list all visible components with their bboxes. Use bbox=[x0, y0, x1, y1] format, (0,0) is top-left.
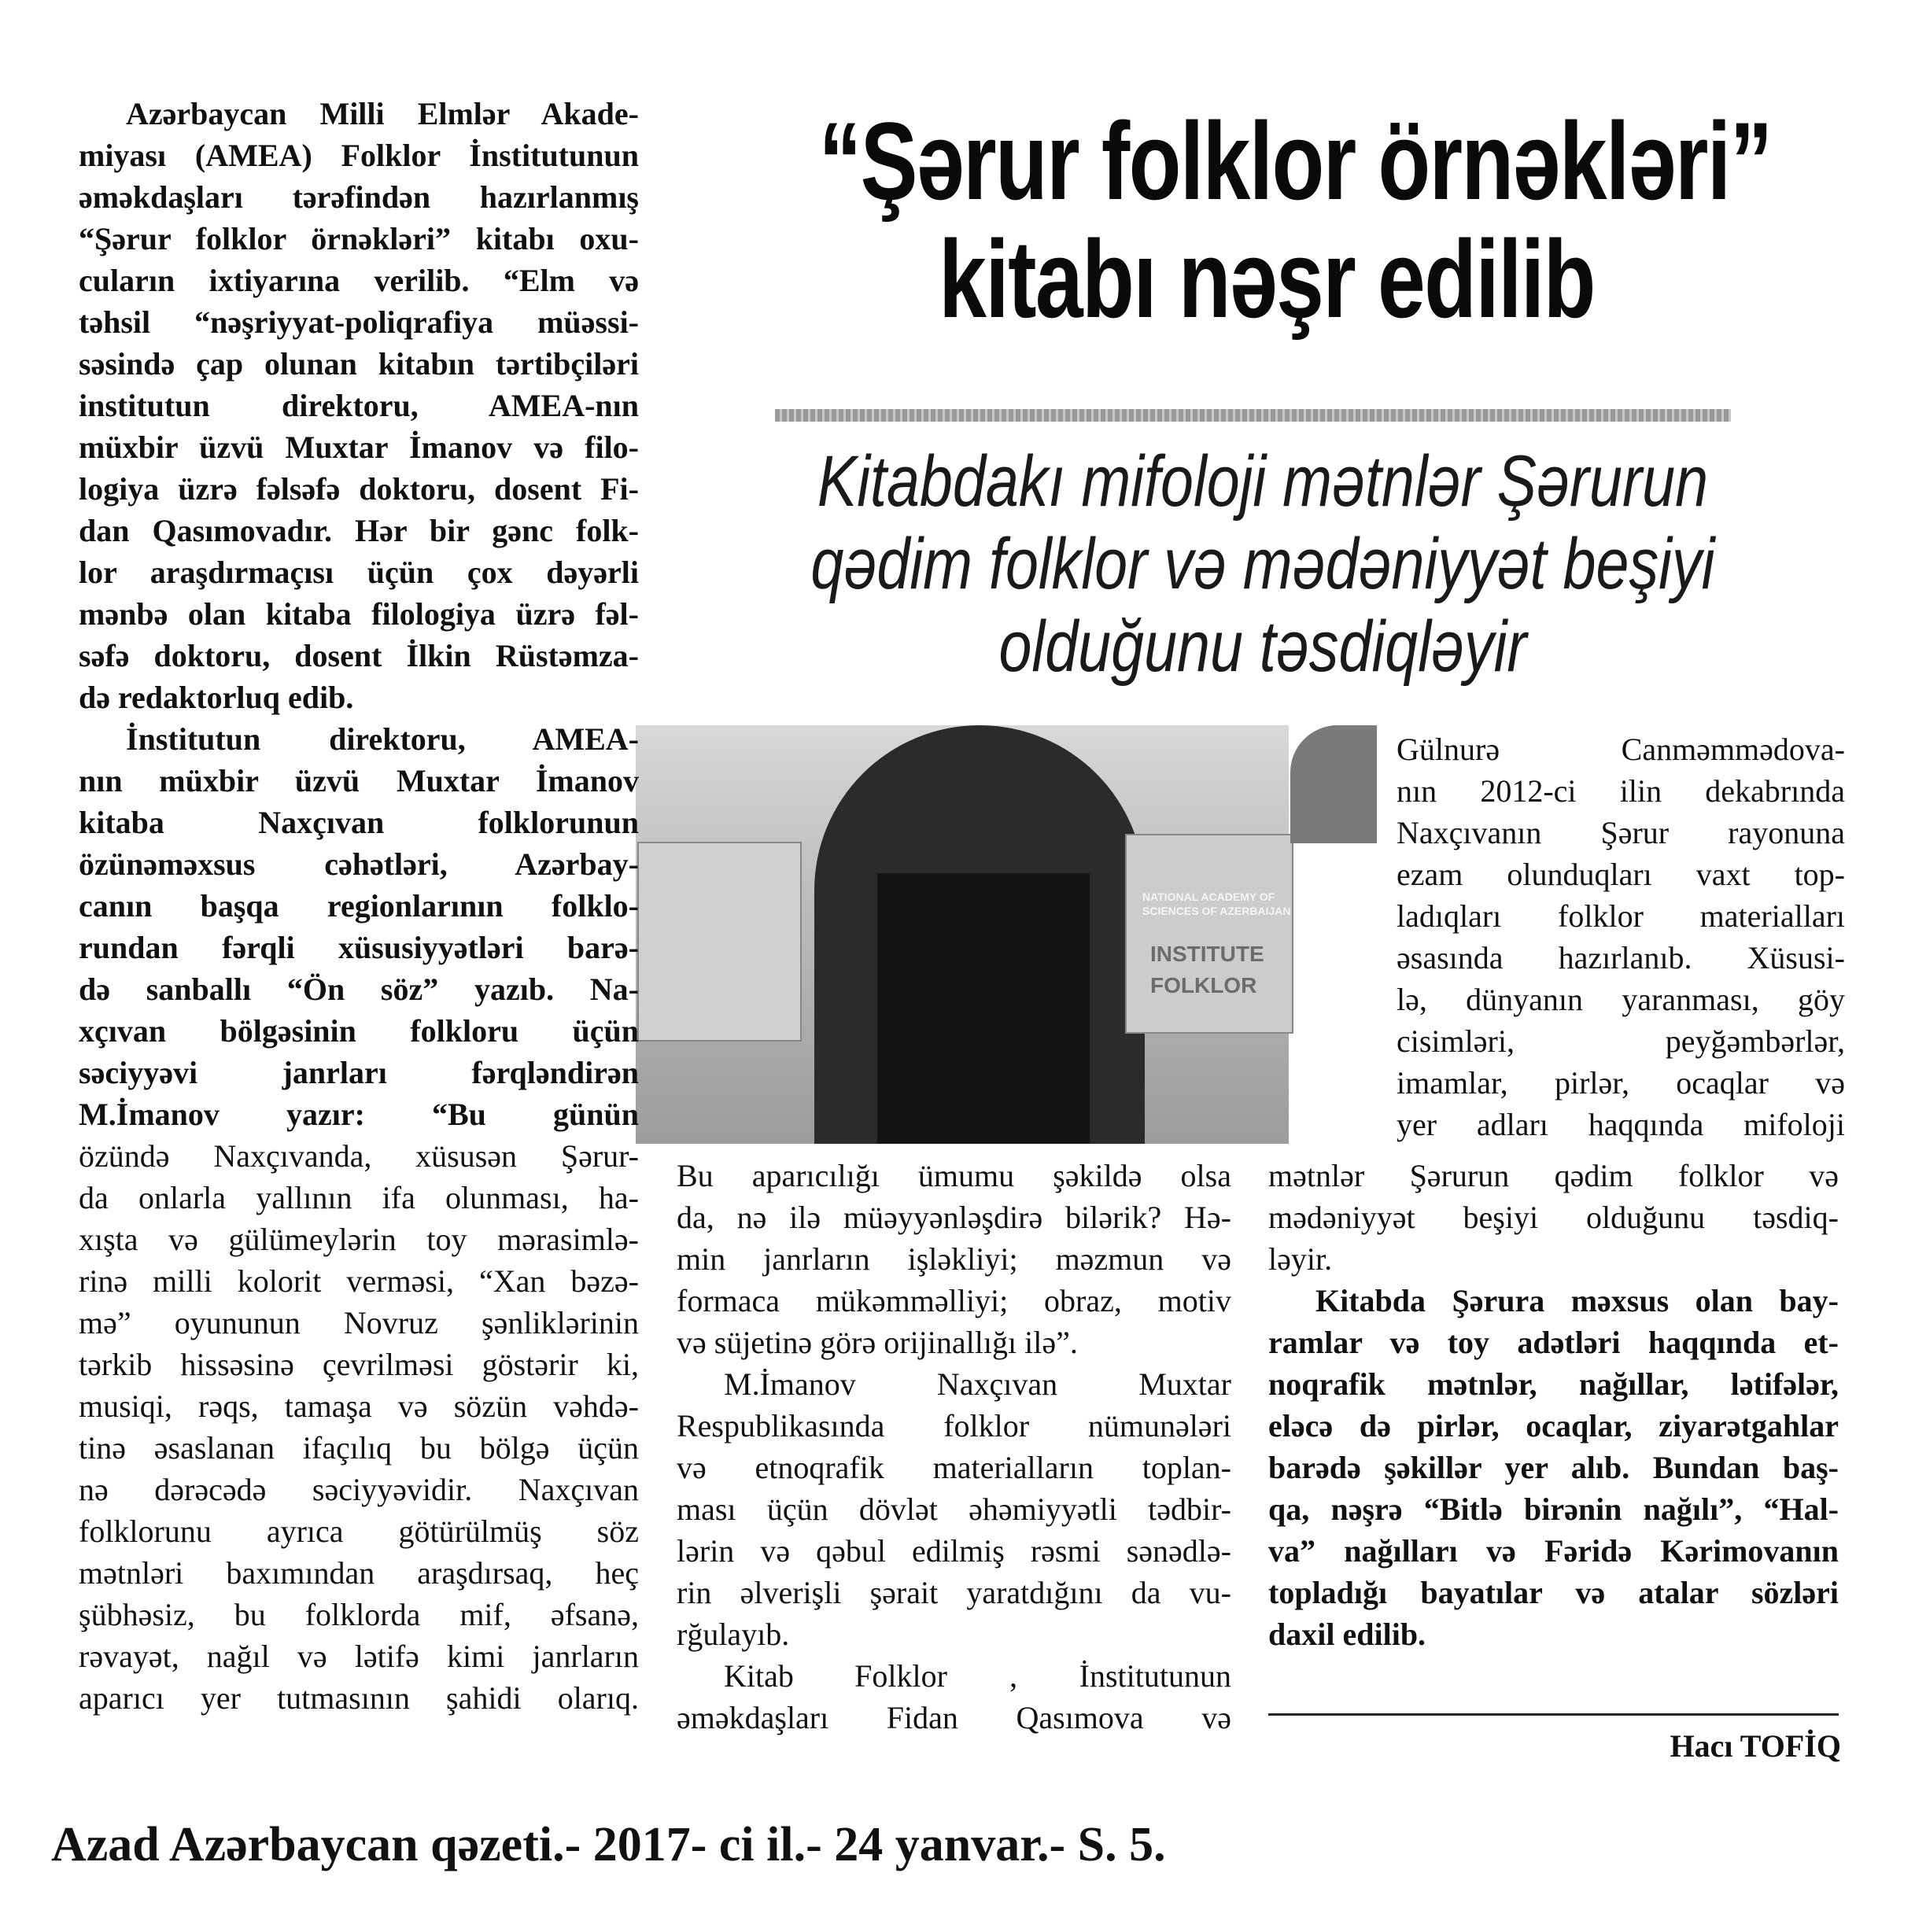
col2-p1-line: formaca mükəmməlliyi; obraz, motiv bbox=[677, 1283, 1231, 1318]
col1-p1-line: də redaktorluq edib. bbox=[79, 680, 354, 715]
col1-p1-line: logiya üzrə fəlsəfə doktoru, dosent Fi- bbox=[79, 471, 639, 507]
col3-top-line: imamlar, pirlər, ocaqlar və bbox=[1397, 1065, 1845, 1101]
col3-top-line: Gülnurə Canməmmədova- bbox=[1397, 732, 1845, 767]
col1-p1-line: “Şərur folklor örnəkləri” kitabı oxu- bbox=[79, 221, 639, 256]
col2-p2-line: Respublikasında folklor nümunələri bbox=[677, 1408, 1231, 1443]
col1-p3-line: tərkib hissəsinə çevrilməsi göstərir ki, bbox=[79, 1347, 639, 1382]
col3-top-line: lə, dünyanın yaranması, göy bbox=[1397, 982, 1845, 1017]
col1-p1-line: təhsil “nəşriyyat-poliqrafiya müəssi- bbox=[79, 304, 639, 340]
author-byline: Hacı TOFİQ bbox=[1670, 1728, 1841, 1764]
col3-p2-line: topladığı bayatılar və atalar sözləri bbox=[1268, 1575, 1839, 1610]
col1-p3-line: rinə milli kolorit verməsi, “Xan bəzə- bbox=[79, 1263, 639, 1299]
col2-p2-line: rin əlverişli şərait yaratdığını da vu- bbox=[677, 1575, 1231, 1610]
col1-p3-line: nə dərəcədə səciyyəvidir. Naxçıvan bbox=[79, 1472, 639, 1507]
col1-p2-line: xçıvan bölgəsinin folkloru üçün bbox=[79, 1013, 639, 1049]
col3-top-line: ladıqları folklor materialları bbox=[1397, 898, 1845, 934]
col1-p2-line: İnstitutun direktoru, AMEA- bbox=[126, 721, 639, 757]
col1-p1-line: cuların ixtiyarına verilib. “Elm və bbox=[79, 263, 639, 298]
col1-p1-line: Azərbaycan Milli Elmlər Akade- bbox=[126, 96, 639, 131]
headline-line-2: kitabı nəşr edilib bbox=[939, 217, 1595, 341]
headline-divider bbox=[775, 409, 1731, 422]
photo-side-window bbox=[1290, 725, 1377, 843]
col1-p3-line: rəvayət, nağıl və lətifə kimi janrların bbox=[79, 1639, 639, 1674]
byline-divider bbox=[1268, 1713, 1839, 1716]
col3-p2-line: daxil edilib. bbox=[1268, 1617, 1426, 1652]
col1-p2-line: səciyyəvi janrları fərqləndirən bbox=[79, 1055, 639, 1090]
col1-p3-line: musiqi, rəqs, tamaşa və sözün vəhdə- bbox=[79, 1388, 639, 1424]
col1-p3-line: tinə əsaslanan ifaçılıq bu bölgə üçün bbox=[79, 1430, 639, 1466]
photo-door bbox=[877, 873, 1090, 1144]
col1-p3-line: özündə Naxçıvanda, xüsusən Şərur- bbox=[79, 1138, 639, 1174]
col2-p2-line: ması üçün dövlət əhəmiyyətli tədbir- bbox=[677, 1491, 1231, 1527]
col3-top-line: yer adları haqqında mifoloji bbox=[1397, 1107, 1845, 1142]
col1-p3-line: xışta və gülümeylərin toy mərasimlə- bbox=[79, 1222, 639, 1257]
photo-plaque-right bbox=[1125, 834, 1293, 1034]
col3-p2-line: barədə şəkillər yer alıb. Bundan baş- bbox=[1268, 1450, 1839, 1485]
col3-p1-line: ləyir. bbox=[1268, 1241, 1333, 1277]
col3-top-line: cisimləri, peyğəmbərlər, bbox=[1397, 1023, 1845, 1059]
col1-p2-line: nın müxbir üzvü Muxtar İmanov bbox=[79, 763, 639, 798]
col2-p2-line: və etnoqrafik materialların toplan- bbox=[677, 1450, 1231, 1485]
col3-p2-line: ramlar və toy adətləri haqqında et- bbox=[1268, 1325, 1839, 1360]
col3-p1-line: mətnlər Şərurun qədim folklor və bbox=[1268, 1158, 1839, 1193]
col1-p2-line: kitaba Naxçıvan folklorunun bbox=[79, 805, 639, 840]
plaque-caption-1: NATIONAL ACADEMY OF bbox=[1142, 890, 1275, 903]
col1-p3-line: mə” oyununun Novruz şənliklərinin bbox=[79, 1305, 639, 1340]
col1-p2-line: M.İmanov yazır: “Bu günün bbox=[79, 1097, 639, 1132]
col2-p2-line: lərin və qəbul edilmiş rəsmi sənədlə- bbox=[677, 1533, 1231, 1569]
headline-line-1: “Şərur folklor örnəkləri” bbox=[818, 99, 1772, 223]
article-column-3 bbox=[1268, 1155, 1839, 1655]
plaque-title-1: INSTITUTE bbox=[1150, 942, 1264, 966]
subheading-line-1: Kitabdakı mifoloji mətnlər Şərurun bbox=[817, 441, 1709, 522]
col3-top-line: Naxçıvanın Şərur rayonuna bbox=[1397, 815, 1845, 850]
col2-p1-line: da, nə ilə müəyyənləşdirə bilərik? Hə- bbox=[677, 1200, 1231, 1235]
col2-p3-line: Kitab Folklor ‚ İnstitutunun bbox=[724, 1658, 1231, 1694]
subheading bbox=[788, 441, 1736, 688]
photo-plaque-left bbox=[637, 842, 802, 1042]
col1-p1-line: mənbə olan kitaba filologiya üzrə fəl- bbox=[79, 596, 639, 632]
col3-top-line: ezam olunduqları vaxt top- bbox=[1397, 857, 1845, 892]
article-column-1 bbox=[79, 93, 639, 1719]
col1-p2-line: rundan fərqli xüsusiyyətləri barə- bbox=[79, 930, 639, 965]
article-column-3-top bbox=[1397, 728, 1845, 1145]
col2-p1-line: və süjetinə görə orijinallığı ilə”. bbox=[677, 1325, 1078, 1360]
headline bbox=[818, 99, 1772, 341]
subheading-line-3: olduğunu təsdiqləyir bbox=[998, 607, 1527, 687]
plaque-caption-2: SCIENCES OF AZERBAIJAN bbox=[1142, 905, 1291, 917]
col1-p1-line: əməkdaşları tərəfindən hazırlanmış bbox=[79, 179, 639, 215]
article-column-2 bbox=[677, 1155, 1231, 1738]
col2-p2-line: rğulayıb. bbox=[677, 1617, 790, 1652]
source-citation: Azad Azərbaycan qəzeti.- 2017- ci il.- 24 yanvar.- S. 5. bbox=[51, 1818, 1166, 1871]
col3-p2-line: va” nağılları və Fəridə Kərimovanın bbox=[1268, 1533, 1839, 1569]
col1-p2-line: canın başqa regionlarının folklo- bbox=[79, 888, 639, 924]
col1-p1-line: dan Qasımovadır. Hər bir gənc folk- bbox=[79, 513, 639, 548]
col2-p1-line: Bu aparıcılığı ümumu şəkildə olsa bbox=[677, 1158, 1231, 1193]
col1-p3-line: şübhəsiz, bu folklorda mif, əfsanə, bbox=[79, 1597, 639, 1632]
col2-p1-line: min janrların işləkliyi; məzmun və bbox=[677, 1241, 1231, 1277]
col1-p3-line: da onlarla yallının ifa olunması, ha- bbox=[79, 1180, 639, 1215]
col1-p1-line: müxbir üzvü Muxtar İmanov və filo- bbox=[79, 430, 639, 465]
plaque-title-2: FOLKLOR bbox=[1150, 973, 1257, 997]
col3-p2-line: noqrafik mətnlər, nağıllar, lətifələr, bbox=[1268, 1366, 1839, 1402]
col3-top-line: nın 2012-ci ilin dekabrında bbox=[1397, 773, 1845, 809]
col3-p2-line: qa, nəşrə “Bitlə birənin nağılı”, “Hal- bbox=[1268, 1491, 1839, 1527]
col1-p1-line: institutun direktoru, AMEA-nın bbox=[79, 388, 639, 423]
col1-p1-line: miyası (AMEA) Folklor İnstitutunun bbox=[79, 138, 639, 173]
col1-p1-line: səfə doktoru, dosent İlkin Rüstəmza- bbox=[79, 638, 639, 673]
col1-p3-line: aparıcı yer tutmasının şahidi olarıq. bbox=[79, 1680, 639, 1716]
col1-p3-line: mətnləri baxımından araşdırsaq, heç bbox=[79, 1555, 639, 1591]
col3-p1-line: mədəniyyət beşiyi olduğunu təsdiq- bbox=[1268, 1200, 1839, 1235]
col1-p1-line: səsində çap olunan kitabın tərtibçiləri bbox=[79, 346, 639, 382]
col1-p3-line: folklorunu ayrıca götürülmüş söz bbox=[79, 1514, 639, 1549]
col1-p2-line: də sanballı “Ön söz” yazıb. Na- bbox=[79, 972, 639, 1007]
col1-p2-line: özünəməxsus cəhətləri, Azərbay- bbox=[79, 846, 639, 882]
col3-p2-line: Kitabda Şərura məxsus olan bay- bbox=[1315, 1283, 1839, 1318]
col3-top-line: əsasında hazırlanıb. Xüsusi- bbox=[1397, 940, 1845, 975]
col2-p3-line: əməkdaşları Fidan Qasımova və bbox=[677, 1700, 1231, 1735]
col2-p2-line: M.İmanov Naxçıvan Muxtar bbox=[724, 1366, 1231, 1402]
col1-p1-line: lor araşdırmaçısı üçün çox dəyərli bbox=[79, 555, 639, 590]
subheading-line-2: qədim folklor və mədəniyyət beşiyi bbox=[810, 524, 1715, 604]
col3-p2-line: eləcə də pirlər, ocaqlar, ziyarətgahlar bbox=[1268, 1408, 1839, 1443]
